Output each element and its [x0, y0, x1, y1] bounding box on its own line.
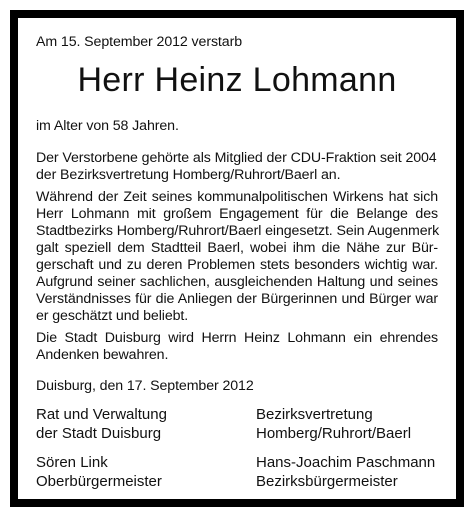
age-line: im Alter von 58 Jahren.: [36, 118, 179, 134]
left-signature-org-line-2: der Stadt Duisburg: [36, 425, 162, 442]
right-signature-title: Bezirksbürgermeister: [256, 473, 398, 490]
dateline: Duisburg, den 17. September 2012: [36, 378, 254, 394]
paragraph-3-line-1: Die Stadt Duisburg wird Herrn Heinz Lohmann ein ehrendes: [36, 330, 438, 346]
paragraph-2-line-6: Aufgrund seiner sachlichen, ausgleichenden Haltung und seines: [36, 274, 438, 290]
paragraph-1-line-1: Der Verstorbene gehörte als Mitglied der CDU-Fraktion seit 2004: [36, 150, 437, 166]
right-signature-org-line-2: Homberg/Ruhrort/Baerl: [256, 425, 412, 442]
right-signature-org-line-1: Bezirksvertretung: [256, 406, 373, 423]
paragraph-2-line-2: Herr Lohmann mit großem Engagement für die Belange des: [36, 206, 438, 222]
right-signature-person: Hans-Joachim Paschmann: [256, 454, 436, 471]
intro-line: Am 15. September 2012 verstarb: [36, 34, 242, 50]
paragraph-2-line-1: Während der Zeit seines kommunalpolitischen Wirkens hat sich: [36, 189, 438, 205]
paragraph-1-line-2: der Bezirksvertretung Homberg/Ruhrort/Baerl an.: [36, 167, 341, 183]
left-signature-org-line-1: Rat und Verwaltung: [36, 406, 167, 423]
paragraph-2-line-8: er geschätzt und beliebt.: [36, 308, 189, 324]
left-signature-title: Oberbürgermeister: [36, 473, 162, 490]
paragraph-2-line-4: galt speziell dem Stadtteil Baerl, wobei ihm die Nähe zur Bür-: [36, 240, 438, 256]
paragraph-2-line-3: Stadtbezirks Homberg/Ruhrort/Baerl eingesetzt. Sein Augenmerk: [36, 223, 440, 239]
left-signature-person: Sören Link: [36, 454, 108, 471]
paragraph-3-line-2: Andenken bewahren.: [36, 347, 169, 363]
paragraph-2-line-5: gerschaft und zu deren Problemen stets besonders wichtig war.: [36, 257, 438, 273]
paragraph-2-line-7: Verständnisses für die Anliegen der Bürgerinnen und Bürger war: [36, 291, 438, 307]
deceased-name: Herr Heinz Lohmann: [77, 61, 397, 99]
